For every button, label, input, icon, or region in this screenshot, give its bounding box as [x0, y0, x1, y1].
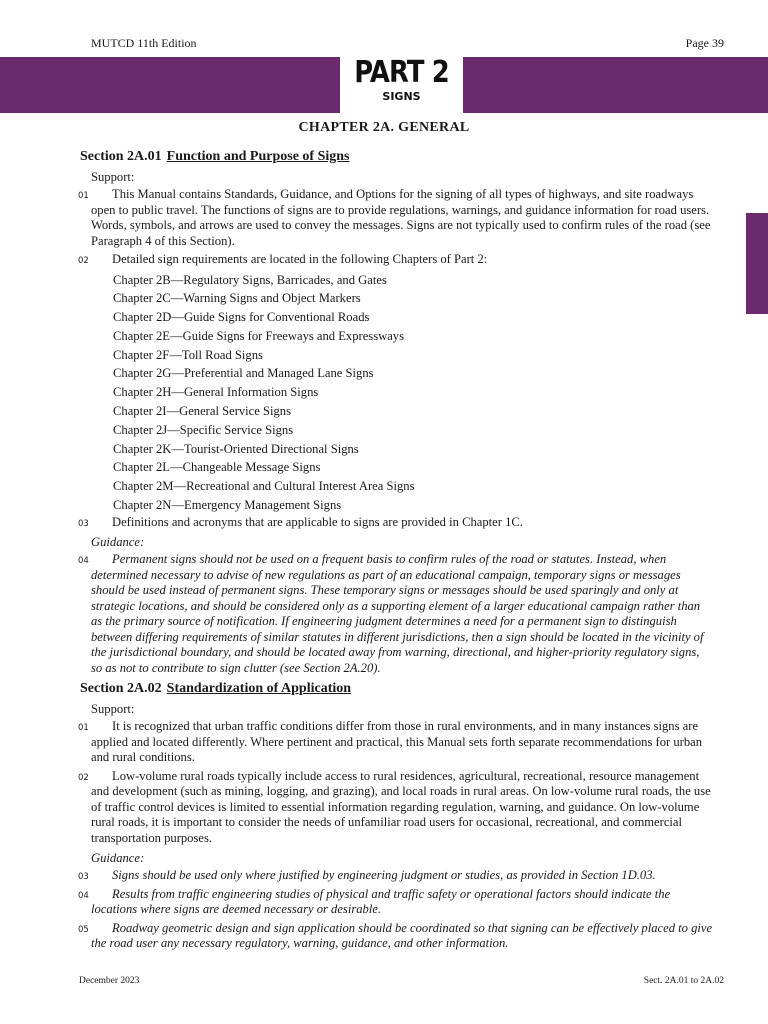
chapter-list-item: Chapter 2E—Guide Signs for Freeways and Expressways [113, 328, 404, 343]
paragraph [78, 187, 713, 249]
paragraph-text: This Manual contains Standards, Guidance, and Options for the signing of all types of highways, and site roadways open to public travel. The functions of signs are to provide regulations, warnings, and guidance information for road users. Words, symbols, and arrows are used to convey the messages. Signs are not typically used to confirm rules of the road (see Paragraph 4 of this Section). [91, 187, 711, 248]
section-number: Section 2A.02 [80, 681, 162, 697]
part-heading [340, 55, 463, 103]
chapter-list [113, 271, 768, 515]
chapter-list-item: Chapter 2F—Toll Road Signs [113, 347, 263, 362]
part-subtitle: SIGNS [382, 90, 421, 103]
paragraph [78, 920, 713, 952]
chapter-list-item: Chapter 2B—Regulatory Signs, Barricades, and Gates [113, 272, 387, 287]
paragraph-number: 03 [78, 872, 89, 883]
paragraph-text: Results from traffic engineering studies of physical and traffic safety or operational factors should indicate the locations where signs are deemed necessary or desirable. [91, 886, 671, 917]
chapter-list-item: Chapter 2J—Specific Service Signs [113, 422, 294, 437]
paragraph-number: 04 [78, 890, 89, 901]
support-label: Support: [91, 170, 135, 184]
chapter-list-item: Chapter 2D—Guide Signs for Conventional Roads [113, 310, 370, 325]
header-page-number: Page 39 [685, 36, 724, 50]
paragraph [78, 719, 713, 766]
section-heading-2a02 [80, 680, 768, 698]
paragraph-text: It is recognized that urban traffic conditions differ from those in rural environments, and in many instances signs are applied and located differently. Where pertinent and practical, this Manual sets forth separate recommendations for urban and rural conditions. [91, 719, 703, 765]
footer-date: December 2023 [79, 976, 140, 986]
guidance-label: Guidance: [91, 851, 145, 866]
chapter-list-item: Chapter 2K—Tourist-Oriented Directional Signs [113, 441, 359, 456]
chapter-title: CHAPTER 2A. GENERAL [298, 120, 470, 135]
chapter-list-item: Chapter 2L—Changeable Message Signs [113, 460, 321, 475]
paragraph [78, 252, 713, 268]
paragraph-number: 01 [78, 191, 89, 201]
chapter-list-item: Chapter 2C—Warning Signs and Object Markers [113, 291, 361, 306]
paragraph [78, 886, 713, 918]
paragraph-number: 02 [78, 256, 89, 266]
section-number: Section 2A.01 [80, 149, 162, 164]
paragraph-number: 03 [78, 518, 89, 529]
paragraph-number: 02 [78, 772, 89, 783]
header-band-left [0, 57, 340, 113]
page-content [0, 148, 768, 955]
paragraph-number: 05 [78, 924, 89, 935]
section-heading-2a01 [80, 148, 768, 166]
section-title: Function and Purpose of Signs [166, 149, 350, 164]
paragraph-text: Definitions and acronyms that are applicable to signs are provided in Chapter 1C. [112, 514, 523, 529]
paragraph-text: Detailed sign requirements are located in the following Chapters of Part 2: [112, 252, 488, 266]
section-title: Standardization of Application [166, 681, 352, 697]
paragraph-number: 04 [78, 556, 89, 567]
header-edition: MUTCD 11th Edition [91, 36, 197, 50]
paragraph [78, 514, 713, 531]
paragraph-number: 01 [78, 723, 89, 734]
paragraph-text: Low-volume rural roads typically include access to rural residences, agricultural, recreational, resource management and development (such as mining, logging, and grazing), and local roads in rural areas. On low-volume rural roads, the use of traffic control devices is limited to essential information regarding regulation, warning, and guidance. On low-volume rural roads, it is important to consider the needs of unfamiliar road users for occasional, recreational, and commercial transportation purposes. [91, 768, 711, 845]
part-title: PART 2 [354, 55, 449, 90]
paragraph [78, 768, 713, 847]
chapter-list-item: Chapter 2H—General Information Signs [113, 385, 319, 400]
paragraph [78, 552, 713, 676]
chapter-list-item: Chapter 2N—Emergency Management Signs [113, 498, 342, 513]
header-band-right [463, 57, 768, 113]
chapter-list-item: Chapter 2I—General Service Signs [113, 404, 292, 419]
guidance-label: Guidance: [91, 535, 145, 550]
paragraph [78, 868, 713, 884]
paragraph-text: Signs should be used only where justified by engineering judgment or studies, as provided in Section 1D.03. [112, 868, 656, 883]
paragraph-text: Permanent signs should not be used on a frequent basis to confirm rules of the road or statutes. Instead, when determined necessary to advise of new regulations as part of an educational campaign, temporary signs or messages should be used instead of permanent signs. These temporary signs or messages should be used sparingly and only at strategic locations, and should be considered only as a supporting element of a larger educational campaign rather than as the primary source of notification. If engineering judgment determines a need for a permanent sign to distinguish between differing requirements of similar statutes in different jurisdictions, then a sign should be located in the vicinity of the jurisdictional boundary, and should be located away from warning, directional, and higher-priority regulatory signs, so as not to contribute to sign clutter (see Section 2A.20). [91, 552, 704, 675]
chapter-list-item: Chapter 2G—Preferential and Managed Lane Signs [113, 366, 374, 381]
chapter-list-item: Chapter 2M—Recreational and Cultural Interest Area Signs [113, 479, 415, 494]
paragraph-text: Roadway geometric design and sign application should be coordinated so that signing can be effectively placed to give the road user any necessary regulatory, warning, guidance, and other information. [91, 920, 713, 951]
support-label: Support: [91, 702, 135, 717]
footer-section-range: Sect. 2A.01 to 2A.02 [643, 976, 724, 986]
